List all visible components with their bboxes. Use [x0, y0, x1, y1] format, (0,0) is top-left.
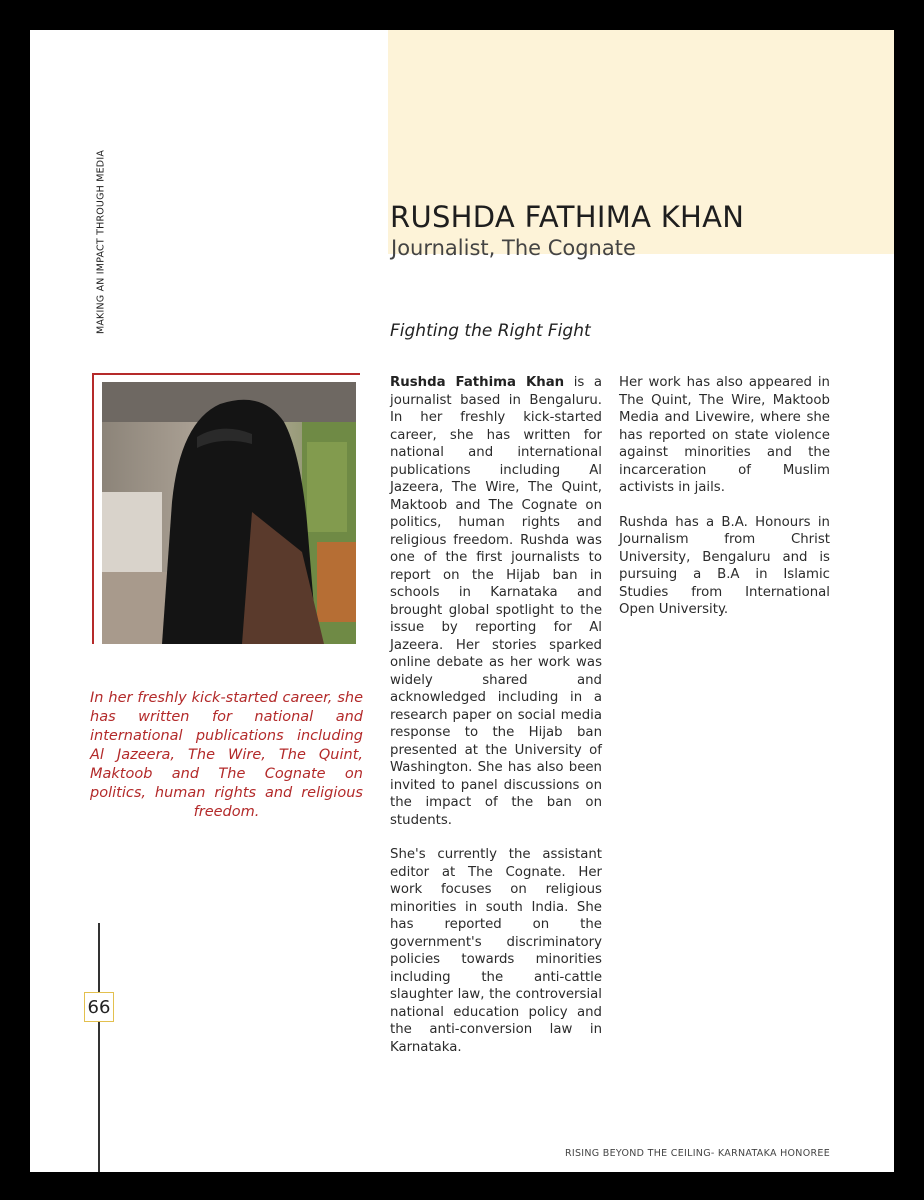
article-column-2 — [619, 374, 830, 619]
article-paragraph-4: Rushda has a B.A. Honours in Journalism from Christ University, Bengaluru and is pursuing a B.A in Islamic Studies from International Open University. — [619, 514, 830, 617]
article-paragraph-3: Her work has also appeared in The Quint, The Wire, Maktoob Media and Livewire, where she has reported on state violence against minorities and the incarceration of Muslim activists in jails. — [619, 375, 830, 495]
article-subheading: Fighting the Right Fight — [390, 321, 591, 341]
lead-name: Rushda Fathima Khan — [390, 375, 565, 390]
pull-quote: In her freshly kick-started career, she has written for national and international publications including Al Jazeera, The Wire, The Quint, Maktoob and The Cognate on politics, human rights and religious freedom. — [90, 690, 363, 820]
article-paragraph-1 — [390, 374, 602, 829]
page-number: 66 — [84, 992, 114, 1022]
profile-photo — [102, 382, 356, 644]
article-column-1 — [390, 374, 602, 1056]
margin-rule — [98, 923, 100, 1172]
profile-name: RUSHDA FATHIMA KHAN — [390, 200, 745, 234]
paragraph-1-text: is a journalist based in Bengaluru. In her freshly kick-started career, she has written for national and international publications including Al Jazeera, The Wire, The Quint, Maktoob and The Cognate on politics, human rights and religious freedom. Rushda was one of the first journalists to report on the Hijab ban in schools in Karnataka and brought global spotlight to the issue by reporting for Al Jazeera. Her stories sparked online debate as her work was widely shared and acknowledged including in a research paper on social media response to the Hijab ban presented at the University of Washington. She has also been invited to panel discussions on the impact of the ban on students. — [390, 375, 602, 828]
profile-role: Journalist, The Cognate — [391, 236, 636, 260]
article-paragraph-2: She's currently the assistant editor at The Cognate. Her work focuses on religious minorities in south India. She has reported on the government's discriminatory policies towards minorities including the anti-cattle slaughter law, the controversial national education policy and the anti-conversion law in Karnataka. — [390, 847, 602, 1055]
magazine-page — [30, 30, 894, 1172]
side-section-label: MAKING AN IMPACT THROUGH MEDIA — [95, 149, 107, 335]
page-footer: RISING BEYOND THE CEILING- KARNATAKA HONOREE — [564, 1148, 830, 1159]
